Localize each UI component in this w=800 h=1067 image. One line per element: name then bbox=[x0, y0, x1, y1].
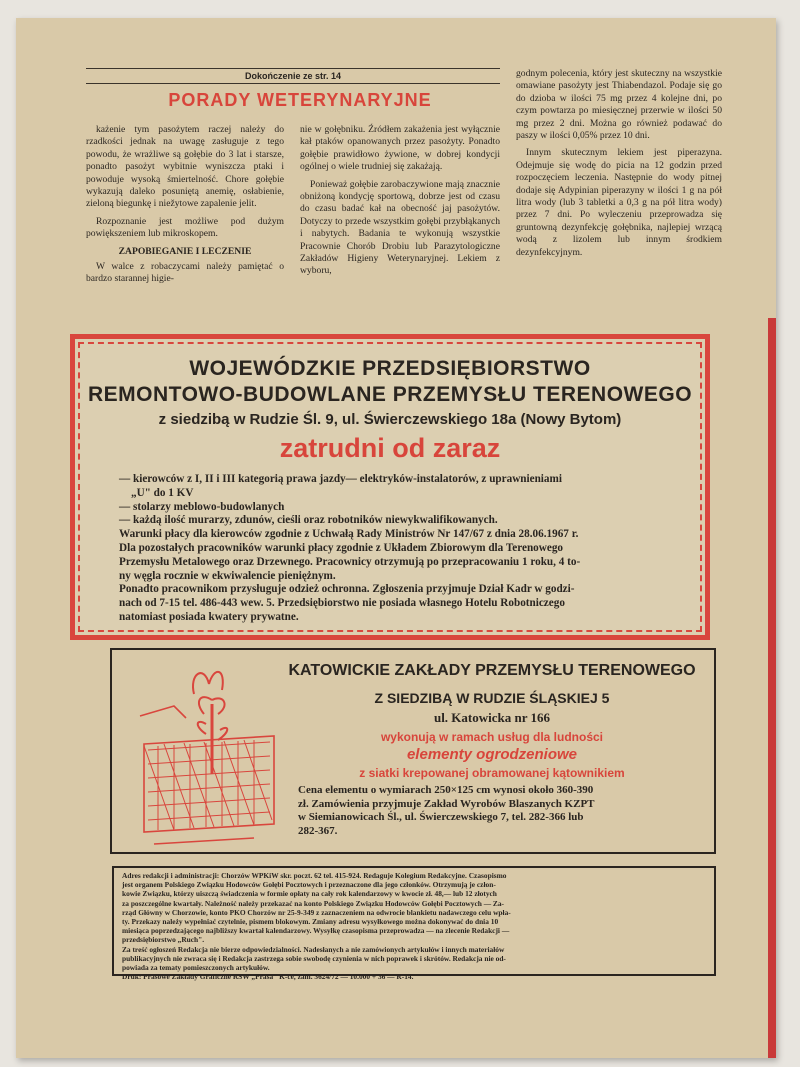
footer-line: kowie Związku, którzy uiszczą świadczenia w formie opłaty na cały rok kalendarzowy w kwocie zł. 48,— lub 12 złotych bbox=[122, 889, 497, 899]
ad-company-line-2: REMONTOWO-BUDOWLANE PRZEMYSŁU TERENOWEGO bbox=[87, 383, 693, 406]
fence-advertisement bbox=[110, 648, 716, 854]
ad-headline: zatrudni od zaraz bbox=[279, 433, 501, 463]
footer-line: jest organem Polskiego Związku Hodowców Gołębi Pocztowych i przeznaczone dla jego członków. Otrzymują je człon- bbox=[122, 880, 496, 890]
ad-line: Dla pozostałych pracowników warunki płacy zgodnie z Układem Zbiorowym dla Terenowego bbox=[119, 541, 564, 554]
job-advertisement bbox=[70, 334, 710, 640]
ad2-address: ul. Katowicka nr 166 bbox=[433, 710, 551, 725]
footer-line: Druk: Prasowe Zakłady Graficzne RSW „Prasa" K-ce, zam. 3624/72 — 10.000 + 36 — R-14. bbox=[122, 972, 414, 982]
footer-line: powiada za tematy pomieszczonych artykułów. bbox=[122, 963, 270, 973]
ad-line: Przemysłu Metalowego oraz Drzewnego. Pracownicy otrzymują po przepracowaniu 1 roku, 4 to- bbox=[119, 555, 581, 568]
ad-body bbox=[119, 473, 679, 625]
paragraph: W walce z robaczycami należy pamiętać o bardzo starannej higie- bbox=[86, 261, 284, 285]
ad2-seat: Z SIEDZIBĄ W RUDZIE ŚLĄSKIEJ 5 bbox=[374, 690, 610, 706]
article-column-1 bbox=[86, 124, 284, 332]
ad-line: — kierowców z I, II i III kategorią prawa jazdy— elektryków-instalatorów, z uprawnieniami bbox=[119, 473, 562, 485]
ad-company-line-1: WOJEWÓDZKIE PRZEDSIĘBIORSTWO bbox=[189, 357, 591, 380]
footer-line: Adres redakcji i administracji: Chorzów WPKiW skr. poczt. 62 tel. 415-924. Redaguje Kolegium Redakcyjne. Czasopismo bbox=[122, 871, 507, 880]
article-title: PORADY WETERYNARYJNE bbox=[168, 90, 432, 110]
ad2-line: 282-367. bbox=[298, 824, 338, 837]
ad2-material: z siatki krepowanej obramowanej kątownikiem bbox=[359, 766, 625, 780]
ad-line: „U" do 1 KV bbox=[131, 486, 194, 499]
ad-line: — każdą ilość murarzy, zdunów, cieśli oraz robotników niewykwalifikowanych. bbox=[119, 514, 498, 527]
paragraph: każenie tym pasożytem raczej należy do rzadkości jednak na uwagę zasługuje z tego powodu, że wrażliwe są gołębie do 3 lat i starsze, ponadto pasożyt wybitnie wyniszcza ptaki i powoduje wysoką śmiertelność. Chore gołębie wykazują daleko posuniętą anemię, osłabienie, zieloną biegunkę i niežytowe zapalenie jelit. bbox=[86, 124, 284, 210]
ad2-company: KATOWICKIE ZAKŁADY PRZEMYSŁU TERENOWEGO bbox=[288, 662, 696, 679]
ad-line: ny węgla rocznie w ekwiwalencie pieniężnym. bbox=[119, 569, 336, 582]
ad2-line: Cena elementu o wymiarach 250×125 cm wynosi około 360-390 bbox=[298, 784, 594, 796]
footer-line: ty. Przekazy należy wypełniać czytelnie, pismem blokowym. Zmiany adresu wysyłkowego można dokonywać do dnia 10 bbox=[122, 917, 499, 927]
red-page-edge bbox=[768, 318, 776, 1058]
article-column-3 bbox=[516, 68, 722, 334]
footer-line: publikacyjnych nie zwraca się i Redakcja zastrzega sobie swobodę czynienia w nich poprawek i skrótów. Redakcja nie od- bbox=[122, 953, 506, 963]
ad-line: natomiast posiada kwatery prywatne. bbox=[119, 610, 299, 623]
fence-illustration bbox=[134, 654, 284, 850]
ad-line: nach od 7-15 tel. 486-443 wew. 5. Przedsiębiorstwo nie posiada własnego Hotelu Robotniczego bbox=[119, 597, 565, 610]
footer-line: Za treść ogłoszeń Redakcja nie bierze odpowiedzialności. Nadesłanych a nie zamówionych artykułów i innych materiałów bbox=[122, 944, 505, 954]
footer-line: za poszczególne kwartały. Należność należy przekazać na konto Polskiego Związku Hodowców Gołębi Pocztowych — Za- bbox=[122, 898, 505, 908]
paragraph: Innym skutecznym lekiem jest piperazyna. Odejmuje się wodę do picia na 12 godzin przed rozpoczęciem leczenia. Następnie do wody pitnej dodaje się Adypinian piperazyny w ilości 1 g na pół litra wody (lub 3 tabletki a 0,3 g na pół litra wody) przez 7 dni. Po wyleczeniu przeprowadza się gruntowną dezynfekcję gołębnika, najlepiej wrzącą wodą z lizolem lub innym środkiem dezynfekcyjnym. bbox=[516, 147, 722, 258]
footer-line: rząd Główny w Chorzowie, konto PKO Chorzów nr 25-9-349 z zaznaczeniem na odwrocie blankietu nadawczego celu wpła- bbox=[122, 907, 511, 917]
ad2-line: zł. Zamówienia przyjmuje Zakład Wyrobów Blaszanych KZPT bbox=[298, 797, 595, 810]
ad-line: — stolarzy meblowo-budowlanych bbox=[119, 500, 285, 513]
paragraph: nie w gołębniku. Źródłem zakażenia jest wyłącznie kał ptaków opanowanych przez pasożyty. Ponadto gołębie prawidłowo żywione, w dobrej kondycji ogólnej o wiele trudniej się zakażają. bbox=[300, 124, 500, 173]
editorial-footer bbox=[112, 866, 716, 982]
ad2-body bbox=[298, 784, 702, 838]
ad2-line: w Siemianowicach Śl., ul. Świerczewskiego 7, tel. 282-366 lub bbox=[298, 811, 584, 824]
paragraph: godnym polecenia, który jest skuteczny na wszystkie omawiane pasożyty jest Thiabendazol. Podaje się go do dzioba w ilości 75 mg przez 4 kolejne dni, po czym powtarza po miesięcznej przerwie w ilości 50 mg przez 2 dni. Można go również podawać do paszy w ilości 0,05% przez 10 dni. bbox=[516, 68, 722, 142]
ad-line: Warunki płacy dla kierowców zgodnie z Uchwałą Rady Ministrów Nr 147/67 z dnia 28.06.1967 r. bbox=[119, 528, 579, 541]
footer-line: miesiąca poprzedzającego najbliższy kwartał kalendarzowy. Wysyłkę czasopisma przeprowadza — na zlecenie Redakcji — bbox=[122, 926, 510, 936]
paragraph: Rozpoznanie jest możliwe pod dużym powiększeniem lub mikroskopem. bbox=[86, 215, 284, 240]
ad2-product: elementy ogrodzeniowe bbox=[406, 746, 578, 763]
subheading: ZAPOBIEGANIE I LECZENIE bbox=[118, 245, 252, 257]
ad-address: z siedzibą w Rudzie Śl. 9, ul. Świerczewskiego 18a (Nowy Bytom) bbox=[158, 411, 622, 428]
footer-line: przedsiębiorstwo „Ruch". bbox=[122, 935, 205, 945]
ad2-service: wykonują w ramach usług dla ludności bbox=[380, 730, 604, 744]
continuation-note: Dokończenie ze str. 14 bbox=[86, 68, 500, 84]
ad-line: Ponadto pracownikom przysługuje odzież ochronna. Zgłoszenia przyjmuje Dział Kadr w godzi- bbox=[119, 583, 575, 596]
article-column-2 bbox=[300, 124, 500, 332]
paragraph: Ponieważ gołębie zarobaczywione mają znacznie obniżoną kondycję sportową, dobrze jest od czasu do czasu badać kał na obecność jaj pasożytów. Dotyczy to przede wszystkim gołębi przybłąkanych i nabytych. Badania te wykonują wszystkie Pracownie Chorób Drobiu lub Parazytologiczne Zakładów Higieny Weterynaryjnej. Lekiem z wyboru, bbox=[300, 178, 500, 277]
